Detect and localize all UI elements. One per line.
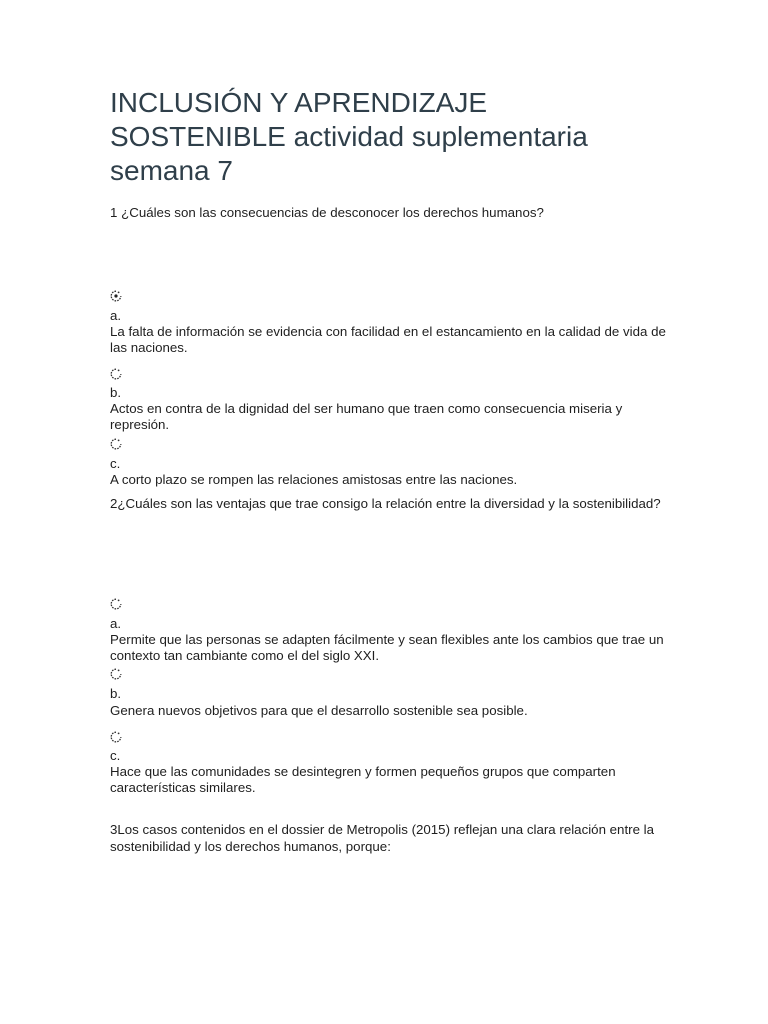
option-2c-radio[interactable] [110, 731, 122, 743]
option-1b-radio[interactable] [110, 368, 122, 380]
option-1c-text: A corto plazo se rompen las relaciones amistosas entre las naciones. [110, 472, 518, 487]
option-1a-letter: a. [110, 308, 122, 323]
option-2a-letter: a. [110, 616, 122, 631]
title-line-2-caps: SOSTENIBLE [110, 121, 286, 152]
option-2c-letter: c. [110, 748, 121, 763]
radio-unselected-icon [110, 731, 122, 743]
option-2b-radio[interactable] [110, 668, 122, 680]
option-1b-letter: b. [110, 385, 122, 400]
option-2c-text: Hace que las comunidades se desintegren y formen pequeños grupos que comparten características similares. [110, 764, 616, 795]
option-2a-radio[interactable] [110, 598, 122, 610]
option-1a-text: La falta de información se evidencia con facilidad en el estancamiento en la calidad de vida de las naciones. [110, 324, 666, 355]
option-1a-radio[interactable] [110, 290, 122, 302]
page-title [110, 86, 710, 188]
radio-unselected-icon [110, 598, 122, 610]
radio-unselected-icon [110, 438, 122, 450]
question-1-text: 1 ¿Cuáles son las consecuencias de desconocer los derechos humanos? [110, 205, 544, 220]
title-line-1: INCLUSIÓN Y APRENDIZAJE [110, 87, 488, 118]
option-2b-text: Genera nuevos objetivos para que el desarrollo sostenible sea posible. [110, 703, 528, 718]
option-1c-radio[interactable] [110, 438, 122, 450]
option-1b-text: Actos en contra de la dignidad del ser humano que traen como consecuencia miseria y represión. [110, 401, 623, 432]
radio-unselected-icon [110, 368, 122, 380]
option-2a-text: Permite que las personas se adapten fácilmente y sean flexibles ante los cambios que trae un contexto tan cambiante como el del siglo XXI. [110, 632, 664, 663]
option-2b-letter: b. [110, 686, 122, 701]
option-1c-letter: c. [110, 456, 121, 471]
title-line-2-rest: actividad suplementaria [285, 121, 588, 152]
radio-selected-icon [110, 290, 122, 302]
title-line-3: semana 7 [110, 155, 233, 186]
question-2-text: 2¿Cuáles son las ventajas que trae consigo la relación entre la diversidad y la sostenibilidad? [110, 496, 661, 511]
question-3-text: 3Los casos contenidos en el dossier de Metropolis (2015) reflejan una clara relación entre la sostenibilidad y los derechos humanos, porque: [110, 822, 655, 854]
radio-unselected-icon [110, 668, 122, 680]
